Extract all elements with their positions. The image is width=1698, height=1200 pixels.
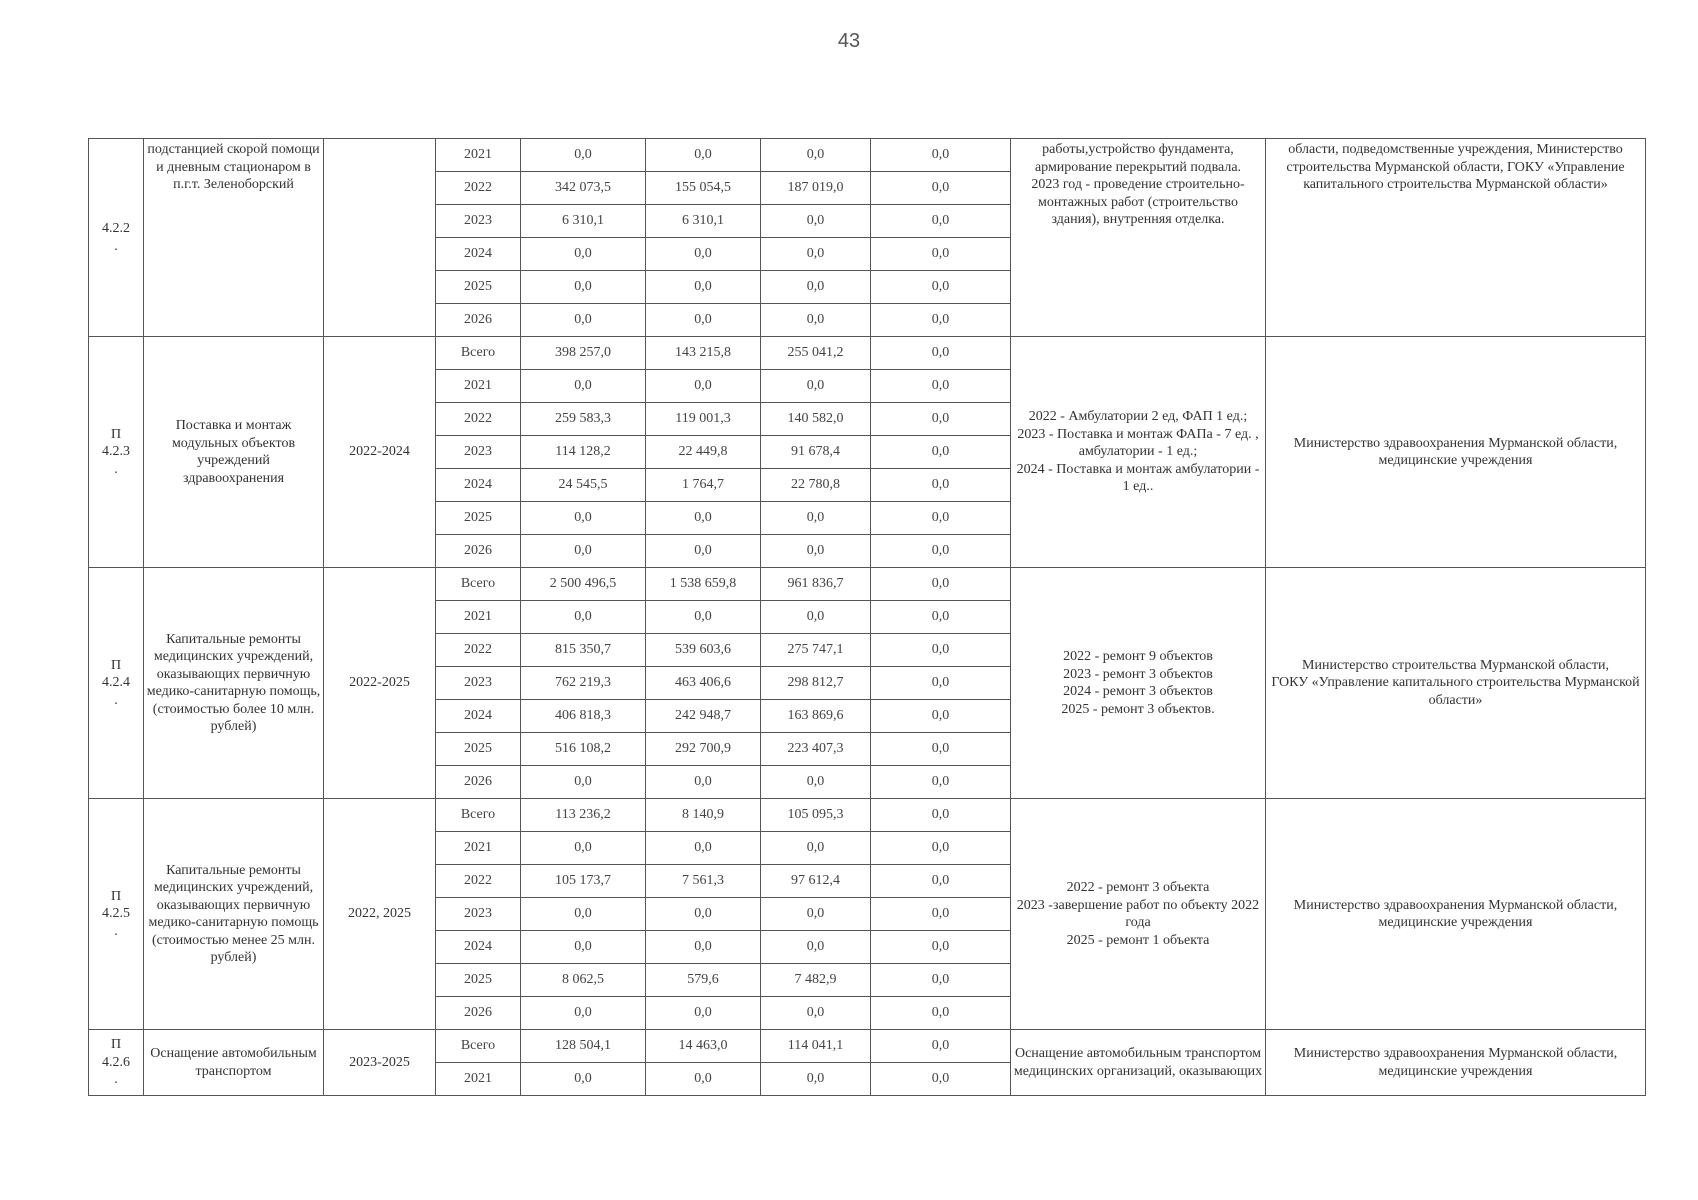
- responsible-executor-cell: области, подведомственные учреждения, Министерство строительства Мурманской области, ГОКУ «Управление капитального строительства Мурманской области»: [1266, 139, 1646, 337]
- activity-period-cell: 2023-2025: [324, 1030, 436, 1096]
- year-cell: 2021: [436, 139, 521, 172]
- activity-period-cell: 2022-2025: [324, 568, 436, 799]
- regional-budget-cell: 0,0: [646, 997, 761, 1030]
- total-value-cell: 0,0: [521, 601, 646, 634]
- total-value-cell: 0,0: [521, 898, 646, 931]
- other-sources-cell: 0,0: [871, 1030, 1011, 1063]
- activity-name-cell: Капитальные ремонты медицинских учреждений, оказывающих первичную медико-санитарную помощь, (стоимостью более 10 млн. рублей): [144, 568, 324, 799]
- other-sources-cell: 0,0: [871, 337, 1011, 370]
- responsible-executor-cell: Министерство здравоохранения Мурманской области, медицинские учреждения: [1266, 1030, 1646, 1096]
- total-value-cell: 259 583,3: [521, 403, 646, 436]
- year-cell: 2025: [436, 271, 521, 304]
- year-cell: 2025: [436, 733, 521, 766]
- other-sources-cell: 0,0: [871, 205, 1011, 238]
- total-value-cell: 0,0: [521, 1063, 646, 1096]
- year-cell: 2023: [436, 667, 521, 700]
- other-sources-cell: 0,0: [871, 370, 1011, 403]
- other-sources-cell: 0,0: [871, 436, 1011, 469]
- other-sources-cell: 0,0: [871, 700, 1011, 733]
- expected-results-cell: 2022 - Амбулатории 2 ед, ФАП 1 ед.; 2023 - Поставка и монтаж ФАПа - 7 ед. , амбулатории - 1 ед.; 2024 - Поставка и монтаж амбулатории - 1 ед..: [1011, 337, 1266, 568]
- regional-budget-cell: 1 538 659,8: [646, 568, 761, 601]
- federal-budget-cell: 298 812,7: [761, 667, 871, 700]
- total-value-cell: 0,0: [521, 832, 646, 865]
- other-sources-cell: 0,0: [871, 898, 1011, 931]
- regional-budget-cell: 292 700,9: [646, 733, 761, 766]
- activity-number-cell: П 4.2.4 .: [89, 568, 144, 799]
- other-sources-cell: 0,0: [871, 733, 1011, 766]
- total-value-cell: 0,0: [521, 304, 646, 337]
- other-sources-cell: 0,0: [871, 403, 1011, 436]
- total-value-cell: 0,0: [521, 931, 646, 964]
- expected-results-cell: 2022 - ремонт 9 объектов 2023 - ремонт 3 объектов 2024 - ремонт 3 объектов 2025 - ремонт 3 объектов.: [1011, 568, 1266, 799]
- total-value-cell: 815 350,7: [521, 634, 646, 667]
- year-cell: Всего: [436, 337, 521, 370]
- other-sources-cell: 0,0: [871, 502, 1011, 535]
- activity-number-cell: П 4.2.6 .: [89, 1030, 144, 1096]
- regional-budget-cell: 242 948,7: [646, 700, 761, 733]
- total-value-cell: 2 500 496,5: [521, 568, 646, 601]
- year-cell: 2026: [436, 304, 521, 337]
- year-cell: 2024: [436, 238, 521, 271]
- other-sources-cell: 0,0: [871, 304, 1011, 337]
- regional-budget-cell: 0,0: [646, 535, 761, 568]
- year-cell: Всего: [436, 568, 521, 601]
- regional-budget-cell: 7 561,3: [646, 865, 761, 898]
- year-cell: 2021: [436, 601, 521, 634]
- federal-budget-cell: 0,0: [761, 139, 871, 172]
- year-cell: 2022: [436, 634, 521, 667]
- federal-budget-cell: 0,0: [761, 535, 871, 568]
- total-value-cell: 24 545,5: [521, 469, 646, 502]
- year-cell: 2026: [436, 535, 521, 568]
- table-body: [89, 139, 1646, 1096]
- expected-results-cell: работы,устройство фундамента, армирование перекрытий подвала. 2023 год - проведение строительно-монтажных работ (строительство здания), внутренняя отделка.: [1011, 139, 1266, 337]
- activity-name-cell: Поставка и монтаж модульных объектов учреждений здравоохранения: [144, 337, 324, 568]
- regional-budget-cell: 1 764,7: [646, 469, 761, 502]
- federal-budget-cell: 140 582,0: [761, 403, 871, 436]
- federal-budget-cell: 961 836,7: [761, 568, 871, 601]
- other-sources-cell: 0,0: [871, 997, 1011, 1030]
- activity-number-cell: П 4.2.5 .: [89, 799, 144, 1030]
- federal-budget-cell: 0,0: [761, 997, 871, 1030]
- activity-number-cell: П 4.2.3 .: [89, 337, 144, 568]
- total-value-cell: 0,0: [521, 271, 646, 304]
- year-cell: 2022: [436, 172, 521, 205]
- federal-budget-cell: 114 041,1: [761, 1030, 871, 1063]
- year-cell: Всего: [436, 799, 521, 832]
- federal-budget-cell: 0,0: [761, 304, 871, 337]
- total-value-cell: 105 173,7: [521, 865, 646, 898]
- regional-budget-cell: 0,0: [646, 766, 761, 799]
- regional-budget-cell: 14 463,0: [646, 1030, 761, 1063]
- federal-budget-cell: 223 407,3: [761, 733, 871, 766]
- total-value-cell: 516 108,2: [521, 733, 646, 766]
- federal-budget-cell: 105 095,3: [761, 799, 871, 832]
- total-value-cell: 342 073,5: [521, 172, 646, 205]
- activity-period-cell: [324, 139, 436, 337]
- responsible-executor-cell: Министерство здравоохранения Мурманской области, медицинские учреждения: [1266, 799, 1646, 1030]
- regional-budget-cell: 0,0: [646, 898, 761, 931]
- federal-budget-cell: 187 019,0: [761, 172, 871, 205]
- year-cell: 2022: [436, 403, 521, 436]
- other-sources-cell: 0,0: [871, 667, 1011, 700]
- responsible-executor-cell: Министерство здравоохранения Мурманской области, медицинские учреждения: [1266, 337, 1646, 568]
- other-sources-cell: 0,0: [871, 568, 1011, 601]
- regional-budget-cell: 579,6: [646, 964, 761, 997]
- other-sources-cell: 0,0: [871, 601, 1011, 634]
- regional-budget-cell: 0,0: [646, 238, 761, 271]
- year-cell: 2024: [436, 931, 521, 964]
- total-value-cell: 113 236,2: [521, 799, 646, 832]
- regional-budget-cell: 0,0: [646, 601, 761, 634]
- year-cell: 2021: [436, 1063, 521, 1096]
- activity-name-cell: Оснащение автомобильным транспортом: [144, 1030, 324, 1096]
- other-sources-cell: 0,0: [871, 832, 1011, 865]
- regional-budget-cell: 0,0: [646, 931, 761, 964]
- federal-budget-cell: 22 780,8: [761, 469, 871, 502]
- total-value-cell: 128 504,1: [521, 1030, 646, 1063]
- total-value-cell: 398 257,0: [521, 337, 646, 370]
- other-sources-cell: 0,0: [871, 931, 1011, 964]
- activity-name-cell: подстанцией скорой помощи и дневным стационаром в п.г.т. Зеленоборский: [144, 139, 324, 337]
- year-cell: 2025: [436, 964, 521, 997]
- table-row: [89, 1030, 1646, 1063]
- federal-budget-cell: 0,0: [761, 931, 871, 964]
- table-row: [89, 337, 1646, 370]
- year-cell: 2024: [436, 700, 521, 733]
- regional-budget-cell: 143 215,8: [646, 337, 761, 370]
- program-activities-table: [88, 138, 1646, 1096]
- regional-budget-cell: 0,0: [646, 271, 761, 304]
- federal-budget-cell: 0,0: [761, 502, 871, 535]
- year-cell: 2026: [436, 997, 521, 1030]
- federal-budget-cell: 97 612,4: [761, 865, 871, 898]
- activity-name-cell: Капитальные ремонты медицинских учреждений, оказывающих первичную медико-санитарную помощь (стоимостью менее 25 млн. рублей): [144, 799, 324, 1030]
- federal-budget-cell: 0,0: [761, 898, 871, 931]
- activity-period-cell: 2022-2024: [324, 337, 436, 568]
- regional-budget-cell: 539 603,6: [646, 634, 761, 667]
- table-row: [89, 568, 1646, 601]
- responsible-executor-cell: Министерство строительства Мурманской области, ГОКУ «Управление капитального строительства Мурманской области»: [1266, 568, 1646, 799]
- federal-budget-cell: 0,0: [761, 205, 871, 238]
- other-sources-cell: 0,0: [871, 271, 1011, 304]
- year-cell: 2024: [436, 469, 521, 502]
- expected-results-cell: Оснащение автомобильным транспортом медицинских организаций, оказывающих: [1011, 1030, 1266, 1096]
- regional-budget-cell: 0,0: [646, 1063, 761, 1096]
- federal-budget-cell: 0,0: [761, 766, 871, 799]
- year-cell: 2021: [436, 370, 521, 403]
- regional-budget-cell: 0,0: [646, 304, 761, 337]
- regional-budget-cell: 0,0: [646, 832, 761, 865]
- year-cell: 2026: [436, 766, 521, 799]
- federal-budget-cell: 7 482,9: [761, 964, 871, 997]
- other-sources-cell: 0,0: [871, 766, 1011, 799]
- other-sources-cell: 0,0: [871, 139, 1011, 172]
- year-cell: 2023: [436, 205, 521, 238]
- regional-budget-cell: 463 406,6: [646, 667, 761, 700]
- table-row: [89, 799, 1646, 832]
- federal-budget-cell: 0,0: [761, 238, 871, 271]
- activity-period-cell: 2022, 2025: [324, 799, 436, 1030]
- regional-budget-cell: 119 001,3: [646, 403, 761, 436]
- other-sources-cell: 0,0: [871, 865, 1011, 898]
- table-row: [89, 139, 1646, 172]
- federal-budget-cell: 0,0: [761, 832, 871, 865]
- total-value-cell: 0,0: [521, 238, 646, 271]
- other-sources-cell: 0,0: [871, 172, 1011, 205]
- year-cell: Всего: [436, 1030, 521, 1063]
- year-cell: 2025: [436, 502, 521, 535]
- federal-budget-cell: 0,0: [761, 370, 871, 403]
- page-number: 43: [837, 30, 861, 52]
- regional-budget-cell: 0,0: [646, 370, 761, 403]
- other-sources-cell: 0,0: [871, 799, 1011, 832]
- other-sources-cell: 0,0: [871, 238, 1011, 271]
- total-value-cell: 8 062,5: [521, 964, 646, 997]
- year-cell: 2023: [436, 898, 521, 931]
- regional-budget-cell: 0,0: [646, 139, 761, 172]
- federal-budget-cell: 0,0: [761, 271, 871, 304]
- federal-budget-cell: 255 041,2: [761, 337, 871, 370]
- activity-number-cell: 4.2.2 .: [89, 139, 144, 337]
- regional-budget-cell: 155 054,5: [646, 172, 761, 205]
- other-sources-cell: 0,0: [871, 535, 1011, 568]
- federal-budget-cell: 0,0: [761, 1063, 871, 1096]
- federal-budget-cell: 163 869,6: [761, 700, 871, 733]
- total-value-cell: 6 310,1: [521, 205, 646, 238]
- total-value-cell: 0,0: [521, 502, 646, 535]
- other-sources-cell: 0,0: [871, 964, 1011, 997]
- year-cell: 2023: [436, 436, 521, 469]
- other-sources-cell: 0,0: [871, 1063, 1011, 1096]
- year-cell: 2022: [436, 865, 521, 898]
- total-value-cell: 0,0: [521, 139, 646, 172]
- total-value-cell: 0,0: [521, 766, 646, 799]
- regional-budget-cell: 0,0: [646, 502, 761, 535]
- total-value-cell: 114 128,2: [521, 436, 646, 469]
- federal-budget-cell: 91 678,4: [761, 436, 871, 469]
- total-value-cell: 0,0: [521, 535, 646, 568]
- other-sources-cell: 0,0: [871, 469, 1011, 502]
- total-value-cell: 0,0: [521, 370, 646, 403]
- regional-budget-cell: 8 140,9: [646, 799, 761, 832]
- year-cell: 2021: [436, 832, 521, 865]
- total-value-cell: 762 219,3: [521, 667, 646, 700]
- federal-budget-cell: 275 747,1: [761, 634, 871, 667]
- regional-budget-cell: 6 310,1: [646, 205, 761, 238]
- total-value-cell: 0,0: [521, 997, 646, 1030]
- expected-results-cell: 2022 - ремонт 3 объекта 2023 -завершение работ по объекту 2022 года 2025 - ремонт 1 объекта: [1011, 799, 1266, 1030]
- federal-budget-cell: 0,0: [761, 601, 871, 634]
- total-value-cell: 406 818,3: [521, 700, 646, 733]
- regional-budget-cell: 22 449,8: [646, 436, 761, 469]
- other-sources-cell: 0,0: [871, 634, 1011, 667]
